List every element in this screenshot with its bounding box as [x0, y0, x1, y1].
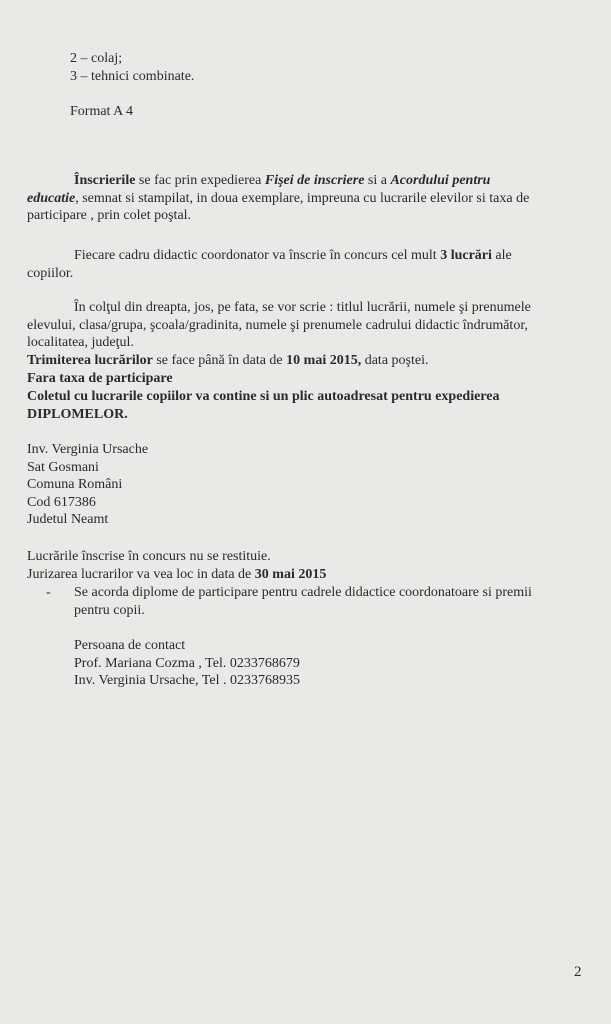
contact-block [74, 637, 300, 690]
fara-taxa-line: Fara taxa de participare [27, 371, 173, 386]
trimiterea-line: Trimiterea lucrărilor se face până în data de 10 mai 2015, data poştei. [27, 353, 429, 368]
address-line: Inv. Verginia Ursache [27, 442, 149, 457]
jurizarea-line: Jurizarea lucrarilor va vea loc in data de 30 mai 2015 [27, 567, 327, 582]
coletul-paragraph: Coletul cu lucrarile copiilor va contine si un plic autoadresat pentru expedierea DIPLOMELOR. [27, 389, 500, 422]
technique-list [70, 50, 194, 85]
coltul-paragraph: În colţul din dreapta, jos, pe fata, se vor scrie : titlul lucrării, numele şi prenumele elevului, clasa/grupa, şcoala/gradinita, numele şi prenumele cadrului didactic îndrumător, localitatea, judeţul. [27, 300, 531, 350]
address-line: Comuna Români [27, 477, 123, 492]
fiecare-paragraph: Fiecare cadru didactic coordonator va înscrie în concurs cel mult 3 lucrări ale copiilor. [27, 248, 512, 281]
restituie-line: Lucrările înscrise în concurs nu se restituie. [27, 549, 271, 564]
bullet-item: - Se acorda diplome de participare pentru cadrele didactice coordonatoare si premii pentru copii. [46, 585, 532, 618]
contact-heading: Persoana de contact [74, 638, 186, 653]
address-block [27, 441, 148, 529]
list-item: 2 – colaj; [70, 51, 123, 66]
address-line: Sat Gosmani [27, 459, 99, 475]
list-item: 3 – tehnici combinate. [70, 68, 195, 84]
address-line: Cod 617386 [27, 494, 96, 510]
contact-line: Prof. Mariana Cozma , Tel. 0233768679 [74, 655, 300, 671]
inscrieri-paragraph: Înscrierile se fac prin expedierea Fişei de inscriere si a Acordului pentru educatie, semnat si stampilat, in doua exemplare, impreuna cu lucrarile elevilor si taxa de participare , prin colet poştal. [27, 173, 530, 223]
contact-line: Inv. Verginia Ursache, Tel . 0233768935 [74, 673, 300, 688]
dash-bullet-icon: - [46, 585, 51, 600]
format-line: Format A 4 [70, 104, 134, 119]
address-line: Judetul Neamt [27, 512, 109, 527]
page-number: 2 [574, 964, 582, 980]
